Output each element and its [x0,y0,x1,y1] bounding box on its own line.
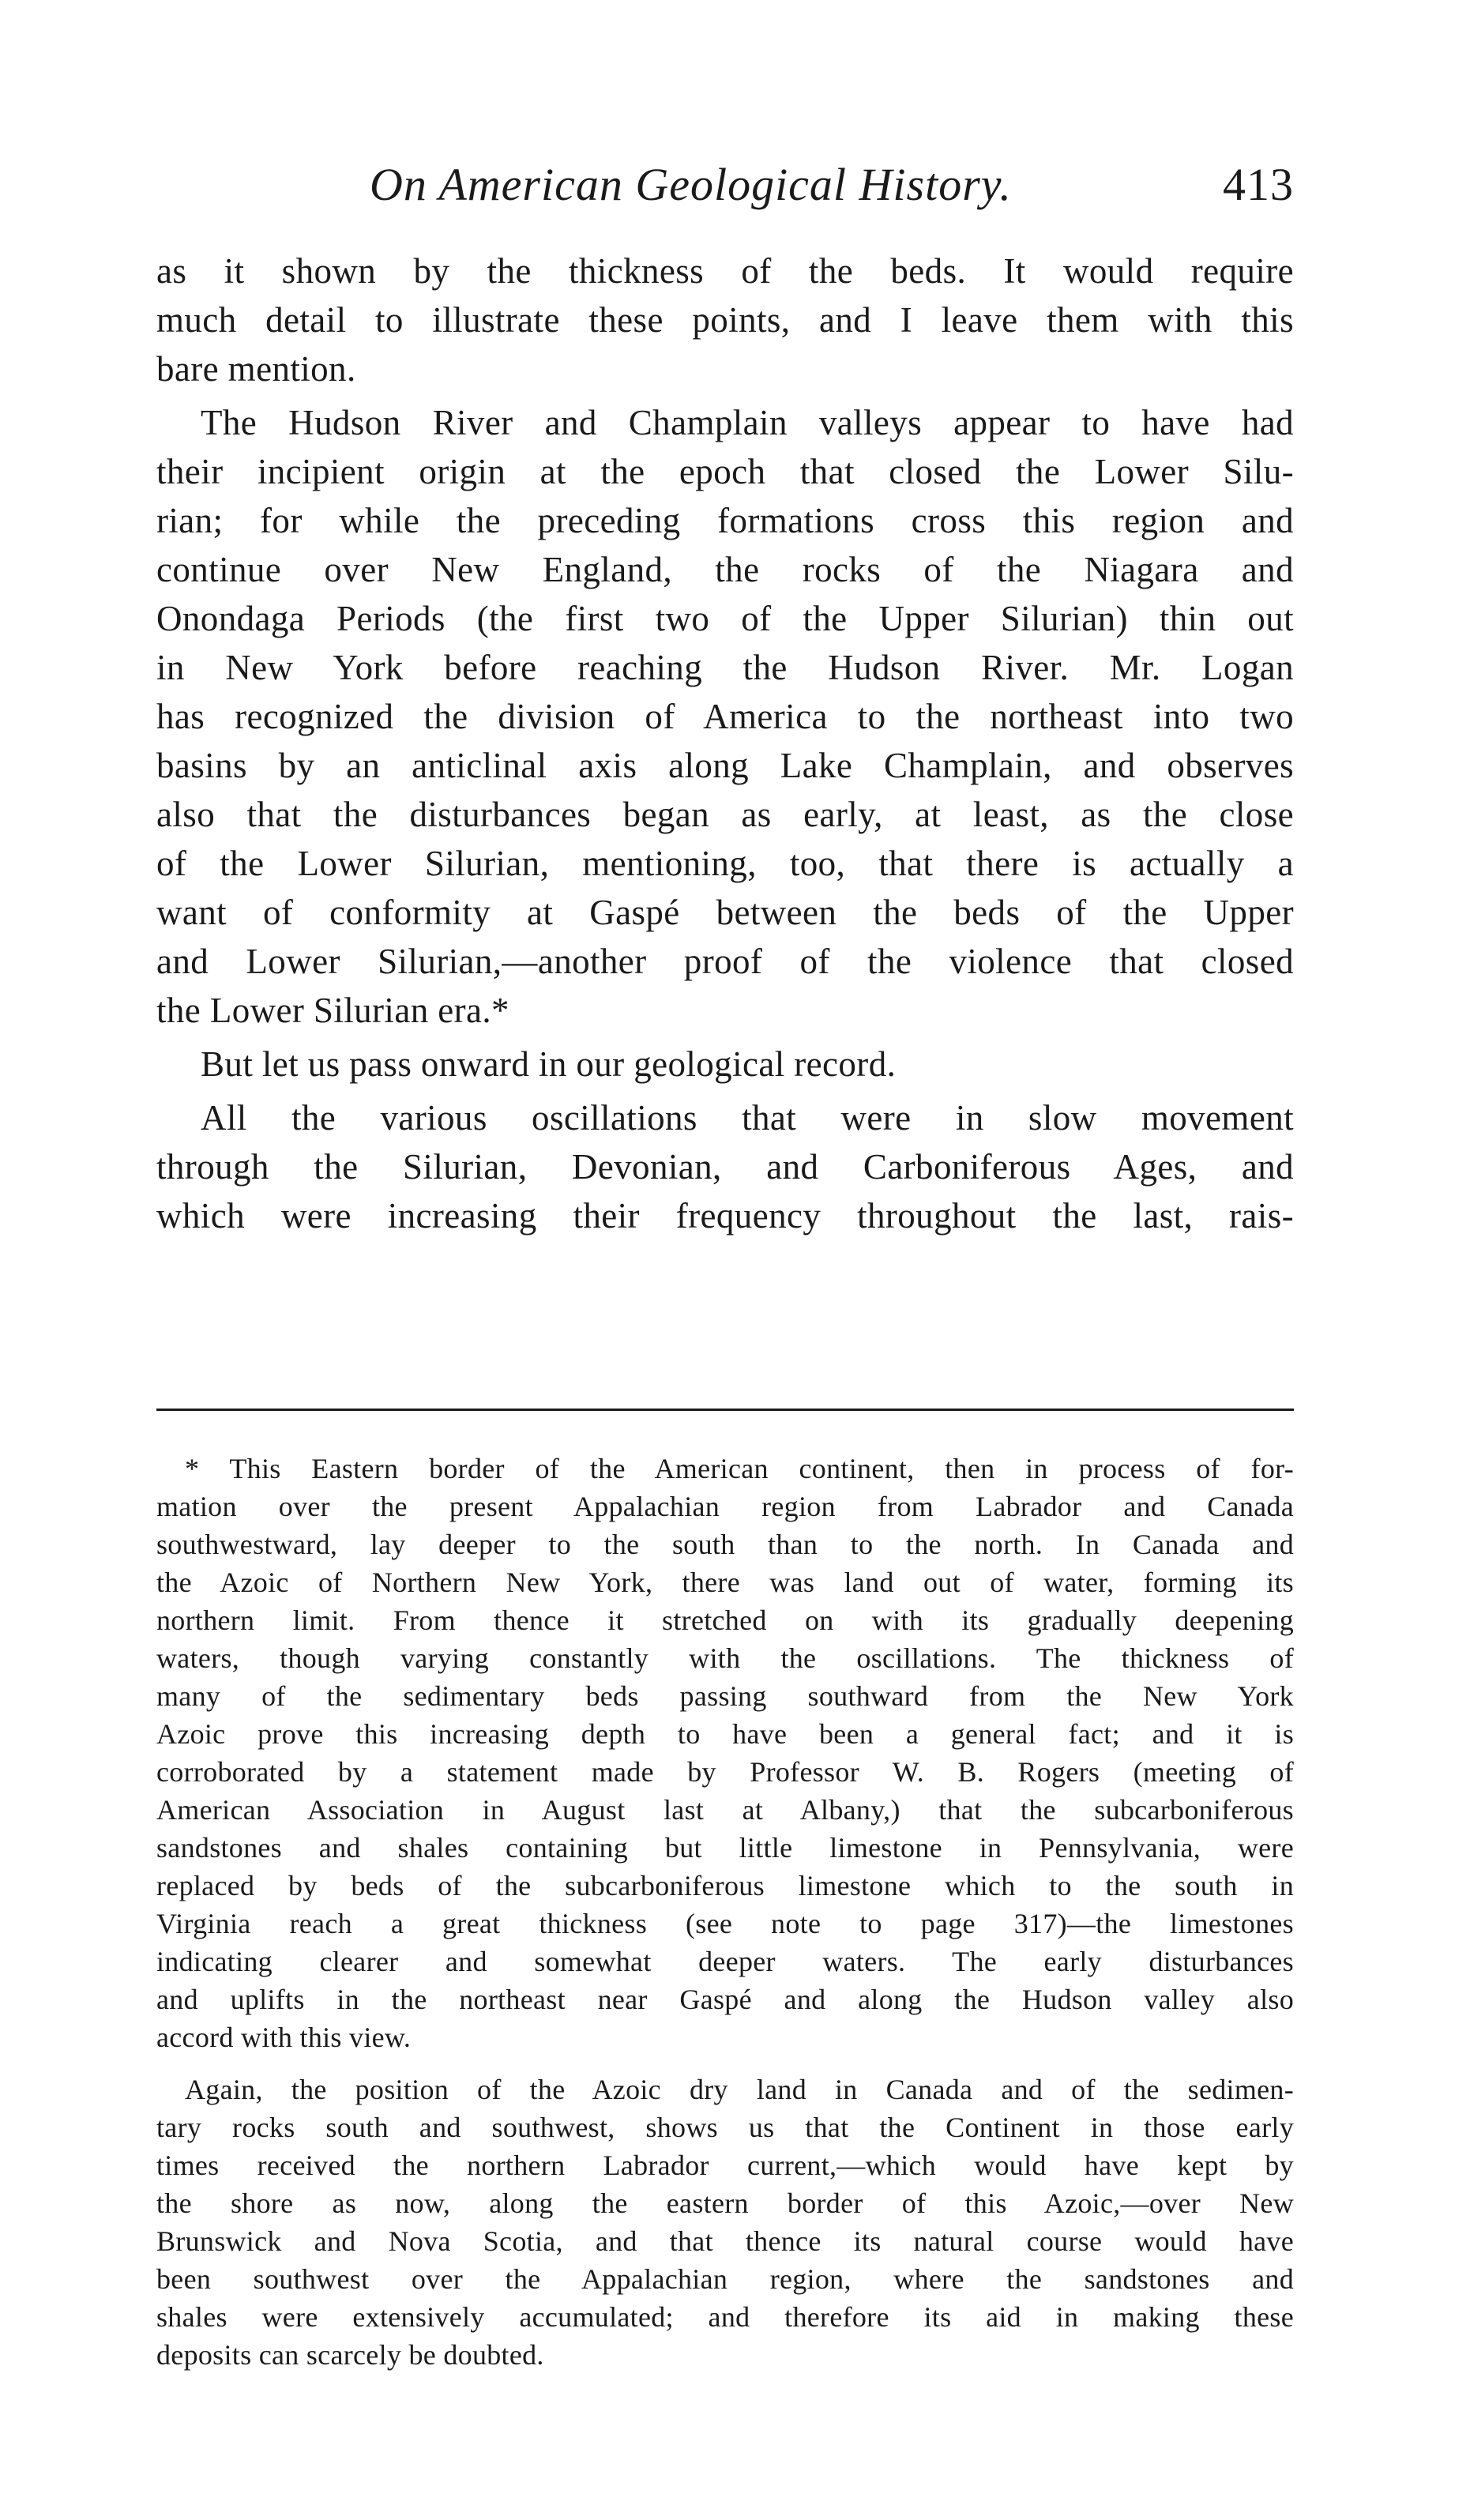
text-line: All the various oscillations that were in slow movement [201,1098,1294,1138]
footnote-line: tary rocks south and southwest, shows us that the Continent in those early [156,2112,1294,2143]
footnote-line: Azoic prove this increasing depth to have been a general fact; and it is [156,1718,1294,1750]
running-title: On American Geological History. [370,159,1012,210]
text-line: and Lower Silurian,—another proof of the violence that closed [156,942,1294,981]
footnote-line: the shore as now, along the eastern border of this Azoic,—over New [156,2187,1294,2219]
footnote-line: corroborated by a statement made by Professor W. B. Rogers (meeting of [156,1756,1294,1788]
footnote-line: southwestward, lay deeper to the south than to the north. In Canada and [156,1529,1294,1560]
text-line: has recognized the division of America to the northeast into two [156,697,1294,736]
footnote-line: waters, though varying constantly with the oscillations. The thickness of [156,1642,1294,1674]
footnote-line: many of the sedimentary beds passing southward from the New York [156,1680,1294,1712]
text-line: continue over New England, the rocks of the Niagara and [156,550,1294,589]
text-line: The Hudson River and Champlain valleys appear to have had [201,403,1294,442]
text-line: of the Lower Silurian, mentioning, too, that there is actually a [156,844,1294,883]
footnote-line: replaced by beds of the subcarboniferous limestone which to the south in [156,1870,1294,1901]
text-line: bare mention. [156,349,356,389]
footnote-line: accord with this view. [156,2022,412,2053]
text-line: Onondaga Periods (the first two of the Upper Silurian) thin out [156,599,1294,638]
text-line: much detail to illustrate these points, and I leave them with this [156,300,1294,340]
text-line: rian; for while the preceding formations cross this region and [156,501,1294,540]
text-line: want of conformity at Gaspé between the beds of the Upper [156,893,1294,932]
footnote-line: the Azoic of Northern New York, there was land out of water, forming its [156,1567,1294,1598]
footnote-line: indicating clearer and somewhat deeper waters. The early disturbances [156,1946,1294,1977]
text-line: basins by an anticlinal axis along Lake Champlain, and observes [156,746,1294,785]
footnote-rule [156,1409,1294,1411]
text-line: their incipient origin at the epoch that closed the Lower Silu- [156,452,1294,491]
footnote-line: American Association in August last at Albany,) that the subcarboniferous [156,1794,1294,1826]
text-line: as it shown by the thickness of the beds. It would require [156,251,1294,291]
text-line: through the Silurian, Devonian, and Carboniferous Ages, and [156,1147,1294,1187]
footnote-line: times received the northern Labrador current,—which would have kept by [156,2150,1294,2181]
page-number: 413 [1223,159,1294,210]
main-text [156,246,1294,1240]
footnote-line: been southwest over the Appalachian region, where the sandstones and [156,2263,1294,2295]
footnote-line: northern limit. From thence it stretched on with its gradually deepening [156,1604,1294,1636]
text-line: which were increasing their frequency throughout the last, rais- [156,1196,1294,1236]
page-header [156,158,1294,221]
footnote-line: sandstones and shales containing but little limestone in Pennsylvania, were [156,1832,1294,1864]
footnote-line: shales were extensively accumulated; and therefore its aid in making these [156,2301,1294,2333]
text-line: the Lower Silurian era.* [156,991,509,1030]
footnote-line: Again, the position of the Azoic dry land in Canada and of the sedimen- [185,2074,1294,2105]
text-line: But let us pass onward in our geological record. [201,1044,897,1084]
text-line: also that the disturbances began as early, at least, as the close [156,795,1294,834]
footnote-line: Brunswick and Nova Scotia, and that thence its natural course would have [156,2225,1294,2257]
footnote-line: and uplifts in the northeast near Gaspé and along the Hudson valley also [156,1984,1294,2015]
footnote-line: * This Eastern border of the American continent, then in process of for- [185,1453,1294,1484]
text-line: in New York before reaching the Hudson River. Mr. Logan [156,648,1294,687]
footnote-line: mation over the present Appalachian region from Labrador and Canada [156,1491,1294,1522]
footnote-line: deposits can scarcely be doubted. [156,2339,544,2371]
footnotes [156,1450,1294,2374]
footnote-line: Virginia reach a great thickness (see note to page 317)—the limestones [156,1908,1294,1939]
